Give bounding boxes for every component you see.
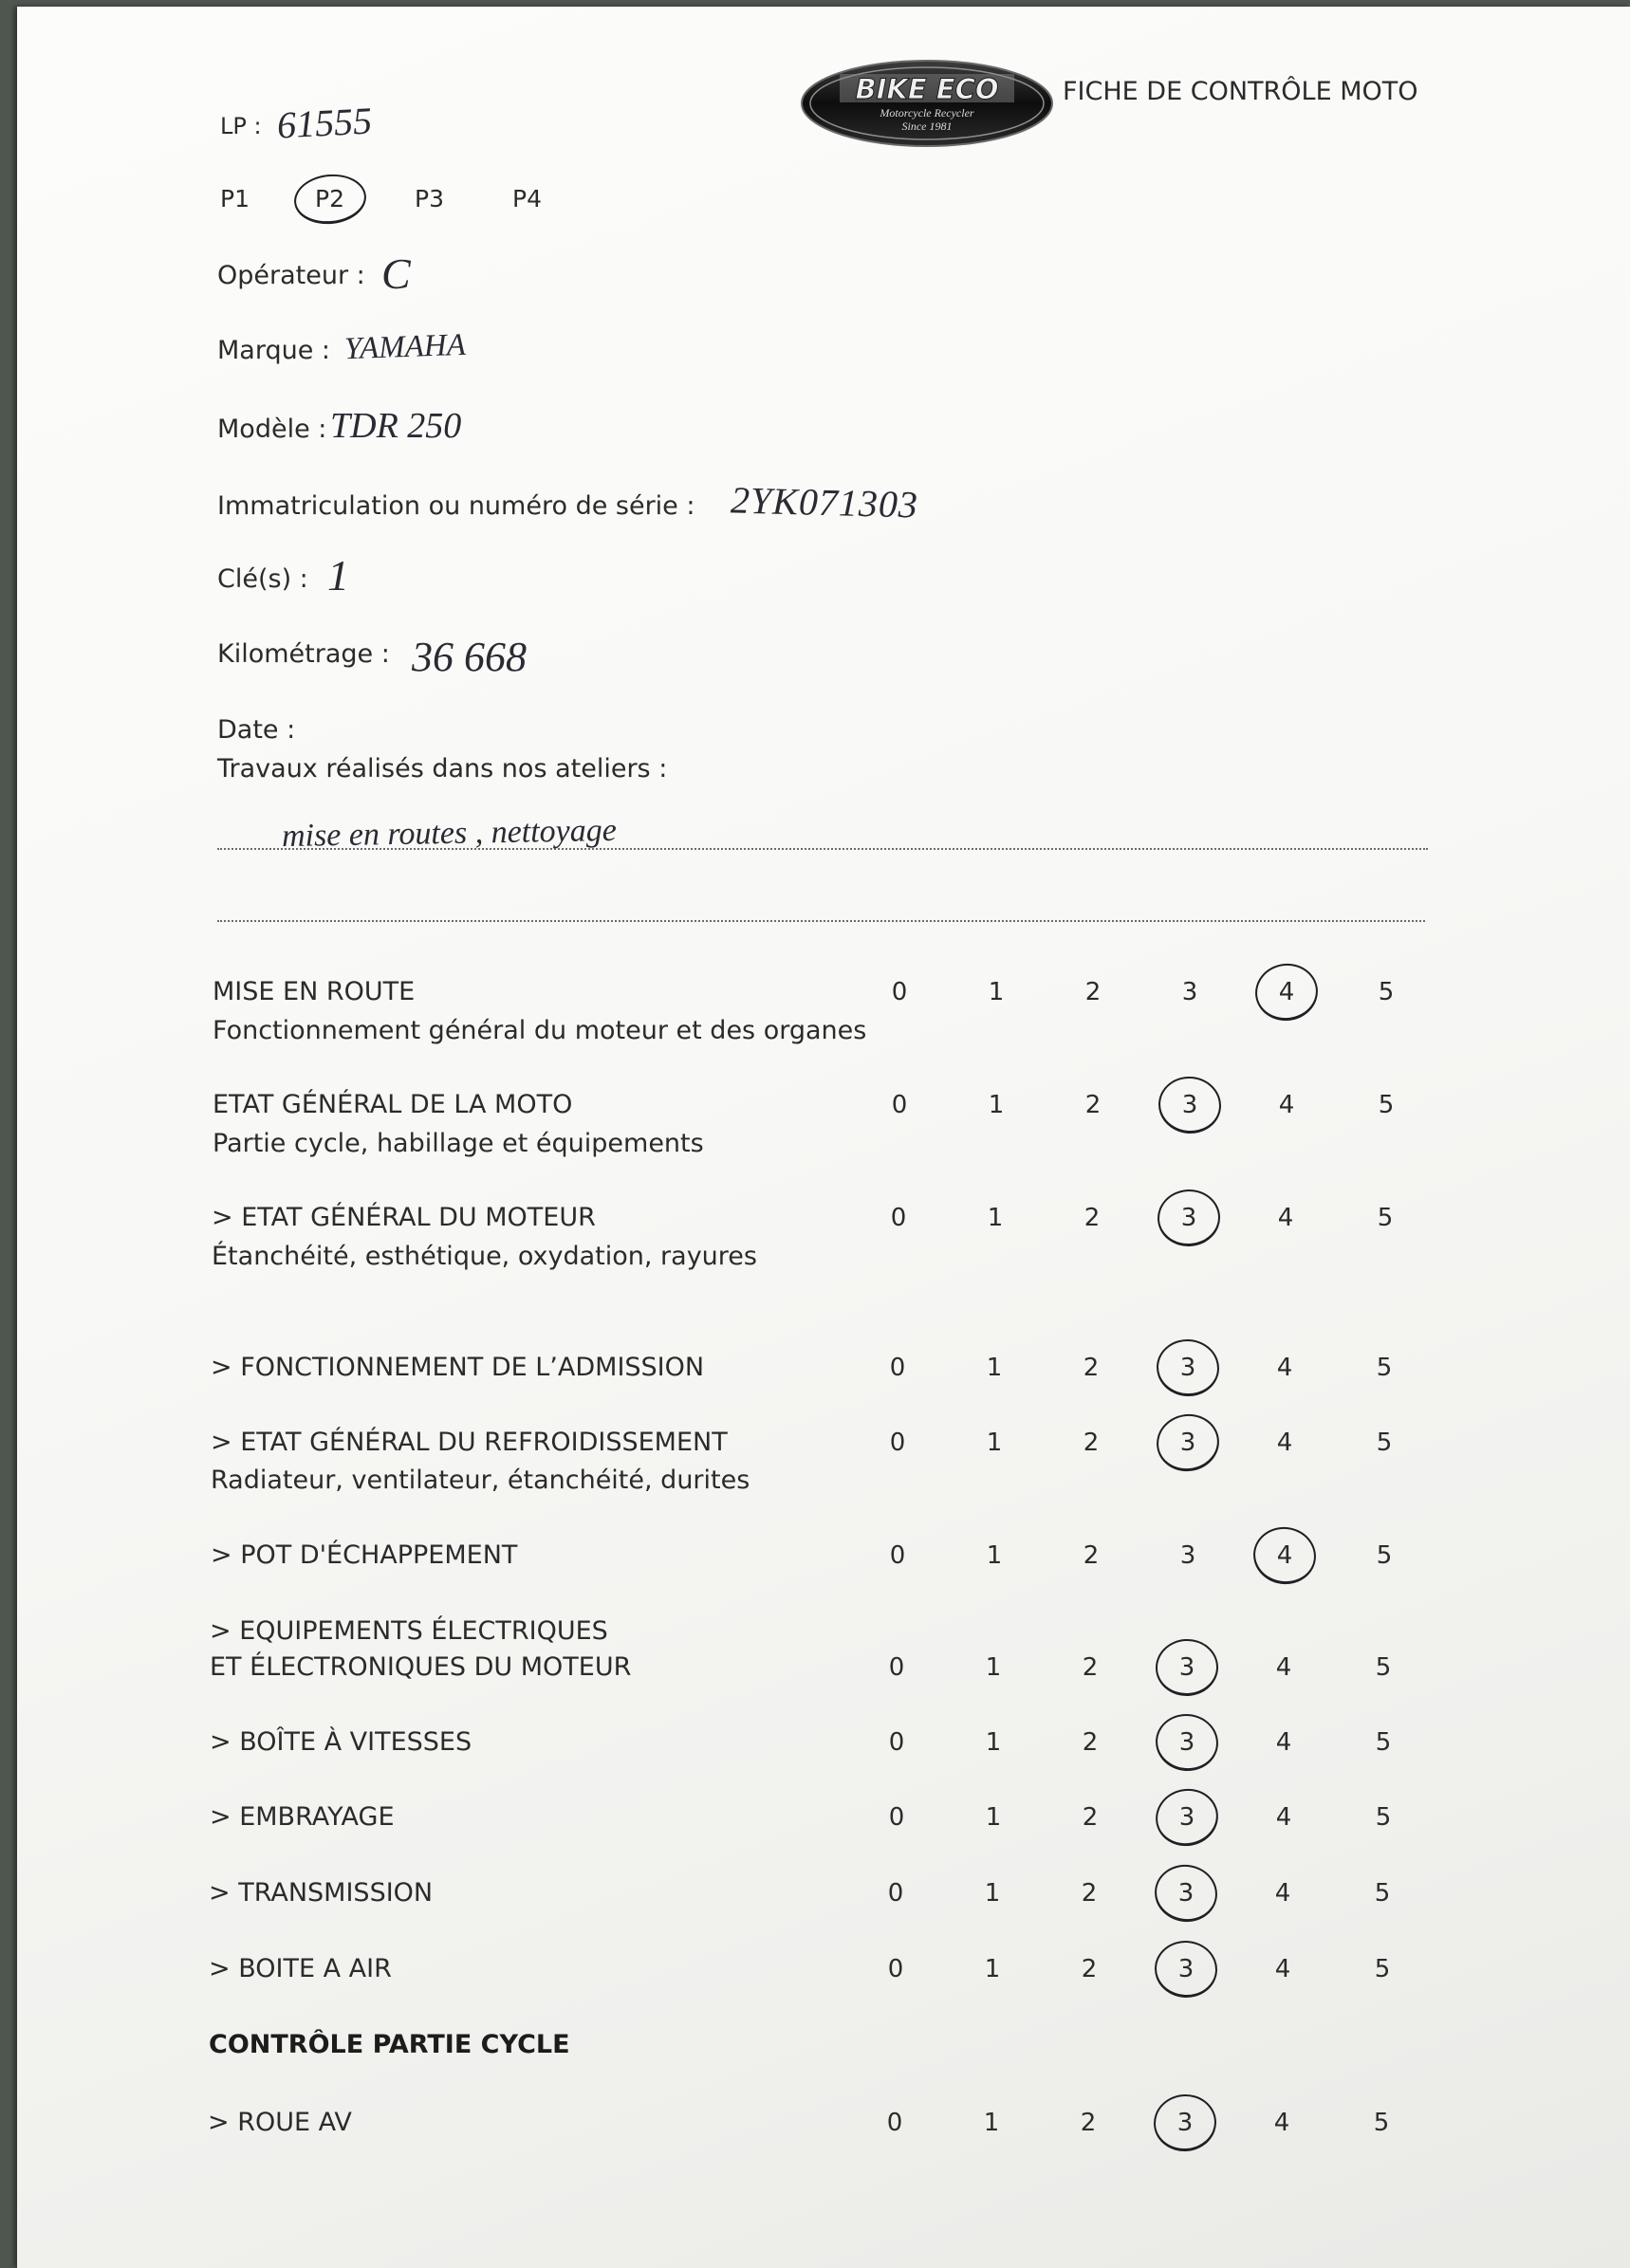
logo-brand: BIKE ECO: [855, 73, 999, 105]
rating-score-5: 5: [1376, 1354, 1393, 1382]
rating-title: > EQUIPEMENTS ÉLECTRIQUES: [210, 1616, 608, 1646]
rating-score-5: 5: [1378, 1091, 1395, 1119]
rating-score-0: 0: [891, 1091, 908, 1119]
rating-score-0: 0: [888, 1728, 905, 1757]
rating-score-1: 1: [985, 1653, 1002, 1682]
lp-label: LP :: [220, 113, 262, 139]
operateur-value: C: [381, 249, 411, 298]
rating-title-line2: ET ÉLECTRONIQUES DU MOTEUR: [210, 1652, 632, 1682]
marque-value: YAMAHA: [343, 327, 467, 367]
rating-score-3: 3: [1178, 1728, 1195, 1757]
marque-label: Marque :: [217, 336, 331, 365]
rating-title: > POT D'ÉCHAPPEMENT: [211, 1540, 518, 1570]
partie-cycle-heading: CONTRÔLE PARTIE CYCLE: [209, 2030, 570, 2059]
rating-score-3: 3: [1176, 2109, 1194, 2137]
rating-score-4: 4: [1277, 1204, 1294, 1232]
kilometrage-value: 36 668: [412, 634, 527, 680]
operateur-label: Opérateur :: [217, 261, 365, 290]
rating-score-5: 5: [1375, 1728, 1392, 1757]
rating-score-2: 2: [1084, 978, 1102, 1006]
rating-score-5: 5: [1376, 1429, 1393, 1457]
rating-score-1: 1: [984, 1955, 1001, 1983]
rating-score-3: 3: [1181, 1091, 1198, 1119]
rating-title: > ETAT GÉNÉRAL DU MOTEUR: [212, 1203, 596, 1232]
rating-subtitle: Étanchéité, esthétique, oxydation, rayures: [212, 1242, 757, 1271]
immatriculation-label: Immatriculation ou numéro de série :: [217, 491, 695, 521]
rating-title: ETAT GÉNÉRAL DE LA MOTO: [213, 1090, 573, 1119]
rating-score-2: 2: [1082, 1728, 1099, 1757]
rating-score-0: 0: [891, 978, 908, 1006]
position-option-p3: P3: [415, 185, 444, 212]
cles-label: Clé(s) :: [217, 564, 308, 594]
rating-score-0: 0: [889, 1541, 906, 1570]
position-option-p2: P2: [315, 185, 344, 212]
travaux-value: mise en routes , nettoyage: [281, 812, 618, 855]
rating-score-4: 4: [1275, 1653, 1292, 1682]
rating-score-0: 0: [887, 1879, 904, 1908]
cles-value: 1: [327, 551, 349, 599]
form-title: FICHE DE CONTRÔLE MOTO: [1063, 77, 1418, 106]
rating-score-1: 1: [988, 978, 1005, 1006]
rating-score-1: 1: [986, 1541, 1003, 1570]
rating-score-5: 5: [1373, 2109, 1390, 2137]
rating-score-0: 0: [886, 2109, 903, 2137]
bike-eco-logo: [800, 59, 1054, 148]
rating-score-2: 2: [1081, 1879, 1098, 1908]
rating-score-5: 5: [1378, 978, 1395, 1006]
rating-score-4: 4: [1274, 1955, 1291, 1983]
rating-subtitle: Fonctionnement général du moteur et des organes: [213, 1016, 867, 1045]
rating-score-3: 3: [1178, 1653, 1195, 1682]
rating-title: MISE EN ROUTE: [213, 977, 416, 1006]
rating-score-1: 1: [988, 1091, 1005, 1119]
rating-title: > BOITE A AIR: [209, 1954, 392, 1983]
rating-score-1: 1: [986, 1354, 1003, 1382]
rating-score-5: 5: [1376, 1541, 1393, 1570]
rating-subtitle: Radiateur, ventilateur, étanchéité, durites: [211, 1466, 750, 1495]
rating-subtitle: Partie cycle, habillage et équipements: [213, 1129, 704, 1158]
modele-value: TDR 250: [330, 406, 462, 446]
rating-score-3: 3: [1179, 1541, 1196, 1570]
kilometrage-label: Kilométrage :: [217, 639, 390, 669]
rating-title: > ROUE AV: [208, 2108, 352, 2137]
rating-score-2: 2: [1082, 1653, 1099, 1682]
rating-title: > FONCTIONNEMENT DE L’ADMISSION: [211, 1353, 705, 1382]
rating-score-5: 5: [1374, 1879, 1391, 1908]
rating-score-4: 4: [1275, 1728, 1292, 1757]
rating-title: > EMBRAYAGE: [210, 1802, 395, 1832]
rating-score-1: 1: [985, 1728, 1002, 1757]
rating-score-2: 2: [1083, 1541, 1100, 1570]
rating-title: > ETAT GÉNÉRAL DU REFROIDISSEMENT: [211, 1428, 728, 1457]
rating-score-0: 0: [889, 1354, 906, 1382]
rating-score-1: 1: [986, 1429, 1003, 1457]
rating-title: > BOÎTE À VITESSES: [210, 1727, 472, 1757]
rating-score-3: 3: [1177, 1955, 1195, 1983]
rating-score-4: 4: [1273, 2109, 1290, 2137]
rating-score-0: 0: [889, 1429, 906, 1457]
rating-score-0: 0: [887, 1955, 904, 1983]
rating-score-1: 1: [983, 2109, 1000, 2137]
position-option-p4: P4: [512, 185, 542, 212]
immatriculation-value: 2YK071303: [730, 478, 919, 526]
rating-score-3: 3: [1179, 1354, 1196, 1382]
rating-score-1: 1: [987, 1204, 1004, 1232]
rating-score-3: 3: [1181, 978, 1198, 1006]
travaux-dotted-line-2: [217, 920, 1425, 922]
rating-score-4: 4: [1276, 1354, 1293, 1382]
rating-score-3: 3: [1180, 1204, 1197, 1232]
logo-since: Since 1981: [901, 120, 953, 133]
rating-score-0: 0: [888, 1803, 905, 1832]
rating-score-5: 5: [1377, 1204, 1394, 1232]
rating-score-5: 5: [1375, 1653, 1392, 1682]
modele-label: Modèle :: [217, 415, 327, 444]
rating-score-4: 4: [1278, 1091, 1295, 1119]
travaux-label: Travaux réalisés dans nos ateliers :: [217, 754, 668, 784]
position-option-p1: P1: [220, 185, 250, 212]
rating-score-0: 0: [890, 1204, 907, 1232]
date-label: Date :: [217, 715, 296, 745]
rating-score-4: 4: [1275, 1803, 1292, 1832]
rating-score-1: 1: [985, 1803, 1002, 1832]
rating-score-3: 3: [1179, 1429, 1196, 1457]
rating-score-2: 2: [1083, 1354, 1100, 1382]
rating-score-1: 1: [984, 1879, 1001, 1908]
rating-score-2: 2: [1080, 2109, 1097, 2137]
rating-score-5: 5: [1374, 1955, 1391, 1983]
rating-title: > TRANSMISSION: [209, 1878, 434, 1908]
rating-score-2: 2: [1084, 1091, 1102, 1119]
rating-score-2: 2: [1081, 1955, 1098, 1983]
rating-score-2: 2: [1084, 1204, 1101, 1232]
rating-score-2: 2: [1083, 1429, 1100, 1457]
lp-value: 61555: [275, 99, 374, 147]
rating-score-5: 5: [1375, 1803, 1392, 1832]
rating-score-3: 3: [1178, 1803, 1195, 1832]
rating-score-4: 4: [1278, 978, 1295, 1006]
logo-tagline: Motorcycle Recycler: [880, 106, 974, 120]
rating-score-3: 3: [1177, 1879, 1195, 1908]
rating-score-4: 4: [1276, 1541, 1293, 1570]
rating-score-4: 4: [1274, 1879, 1291, 1908]
rating-score-0: 0: [888, 1653, 905, 1682]
rating-score-2: 2: [1082, 1803, 1099, 1832]
rating-score-4: 4: [1276, 1429, 1293, 1457]
